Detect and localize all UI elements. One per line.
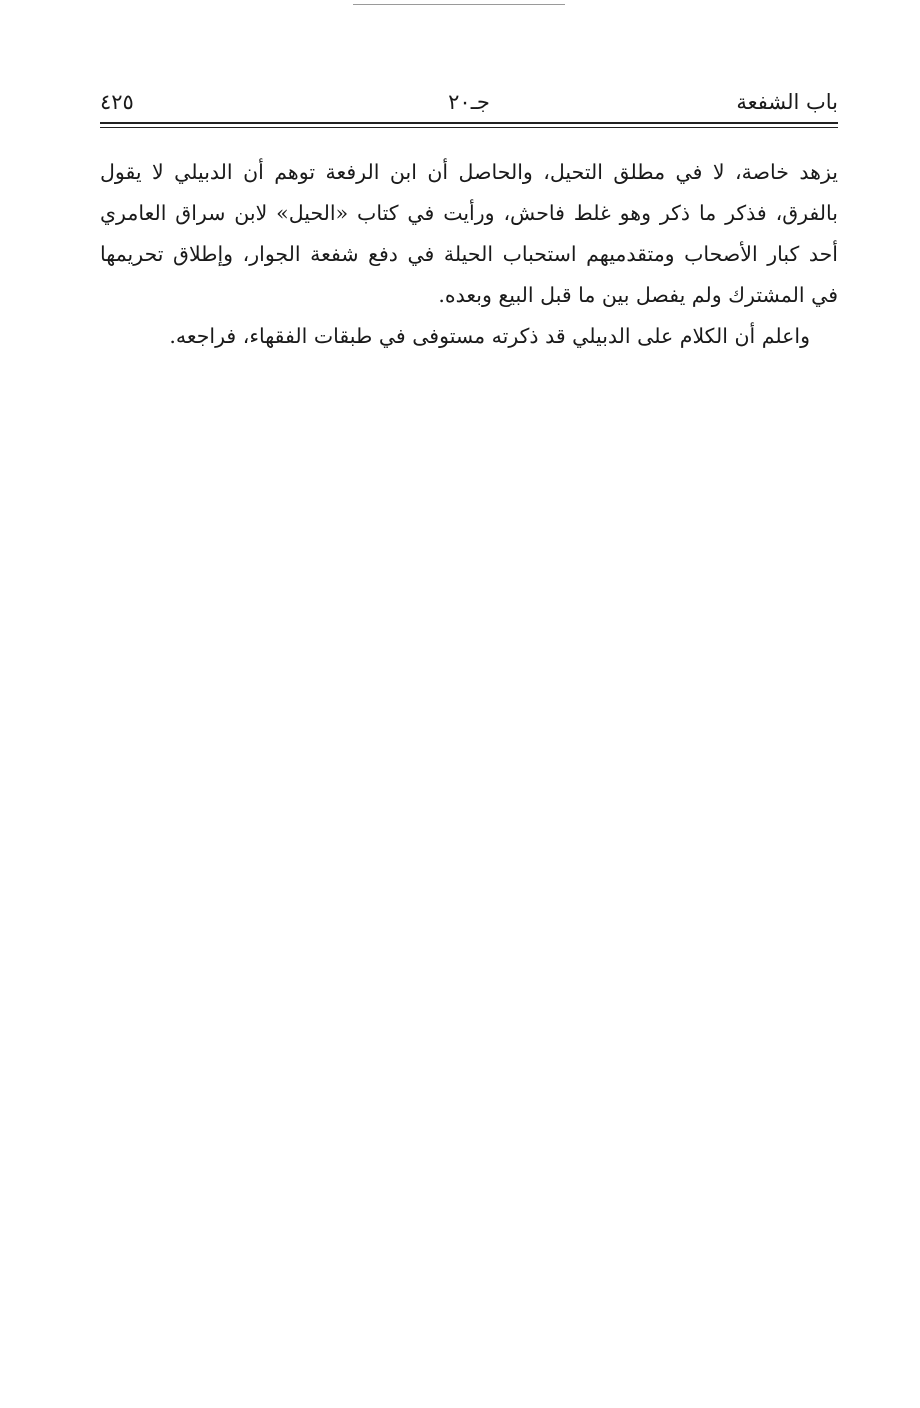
running-head [100, 84, 838, 120]
page-number: ٤٢٥ [100, 90, 134, 114]
top-edge-rule [353, 4, 565, 5]
paragraph-1: يزهد خاصة، لا في مطلق التحيل، والحاصل أن ابن الرفعة توهم أن الدبيلي لا يقول بالفرق، فذكر ما ذكر وهو غلط فاحش، ورأيت في كتاب «الحيل» لابن سراق العامري أحد كبار الأصحاب ومتقدميهم استحباب الحيلة في دفع شفعة الجوار، وإطلاق تحريمها في المشترك ولم يفصل بين ما قبل البيع وبعده. [100, 160, 838, 307]
main-text [100, 152, 838, 357]
paragraph-2: واعلم أن الكلام على الدبيلي قد ذكرته مستوفى في طبقات الفقهاء، فراجعه. [169, 324, 810, 348]
chapter-title: باب الشفعة [736, 90, 838, 114]
volume-number: جـ٢٠ [448, 90, 490, 114]
header-double-rule [100, 122, 838, 128]
